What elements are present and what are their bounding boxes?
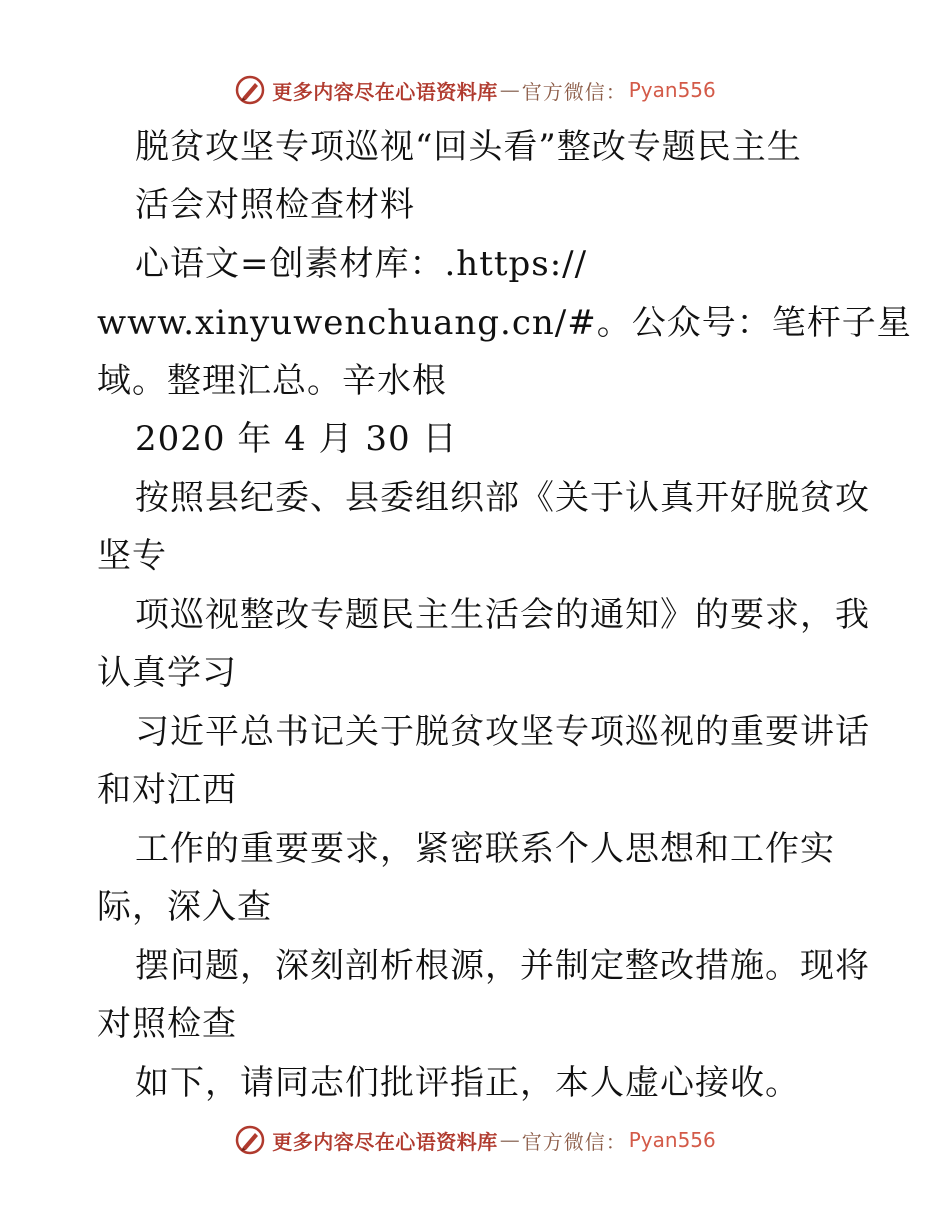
watermark-dash: — bbox=[499, 1128, 520, 1152]
paragraph-line: 际，深入查 bbox=[97, 887, 272, 927]
paragraph-line: 对照检查 bbox=[97, 1004, 237, 1044]
paragraph-line: 认真学习 bbox=[97, 653, 237, 693]
source-line-1: 心语文=创素材库：.https:// bbox=[135, 244, 588, 284]
paragraph-line: 按照县纪委、县委组织部《关于认真开好脱贫攻 bbox=[135, 478, 870, 518]
paragraph-line: 坚专 bbox=[97, 536, 167, 576]
watermark-main-text: 更多内容尽在心语资料库 bbox=[272, 79, 498, 104]
watermark-channel-text: 官方微信： bbox=[521, 79, 627, 104]
footer-watermark bbox=[0, 1120, 950, 1160]
pen-logo-icon bbox=[234, 1124, 266, 1156]
watermark-wechat-id: Pyan556 bbox=[628, 78, 716, 102]
watermark-wechat-id: Pyan556 bbox=[628, 1128, 716, 1152]
paragraph-line: 摆问题，深刻剖析根源，并制定整改措施。现将 bbox=[135, 946, 870, 986]
watermark-main-text: 更多内容尽在心语资料库 bbox=[272, 1129, 498, 1154]
paragraph-line: 如下，请同志们批评指正，本人虚心接收。 bbox=[135, 1063, 800, 1103]
header-watermark bbox=[0, 70, 950, 110]
paragraph-line: 项巡视整改专题民主生活会的通知》的要求，我 bbox=[135, 595, 870, 635]
watermark-dash: — bbox=[499, 78, 520, 102]
pen-logo-icon bbox=[234, 74, 266, 106]
date-line: 2020 年 4 月 30 日 bbox=[135, 419, 458, 459]
paragraph-line: 工作的重要要求，紧密联系个人思想和工作实 bbox=[135, 829, 835, 869]
watermark-channel-text: 官方微信： bbox=[521, 1129, 627, 1154]
paragraph-line: 和对江西 bbox=[97, 770, 237, 810]
source-line-2: www.xinyuwenchuang.cn/#。公众号：笔杆子星 bbox=[97, 303, 912, 343]
paragraph-line: 习近平总书记关于脱贫攻坚专项巡视的重要讲话 bbox=[135, 712, 870, 752]
title-line-1: 脱贫攻坚专项巡视“回头看”整改专题民主生 bbox=[135, 127, 802, 167]
title-line-2: 活会对照检查材料 bbox=[135, 185, 415, 225]
source-line-3: 域。整理汇总。辛水根 bbox=[97, 361, 447, 401]
